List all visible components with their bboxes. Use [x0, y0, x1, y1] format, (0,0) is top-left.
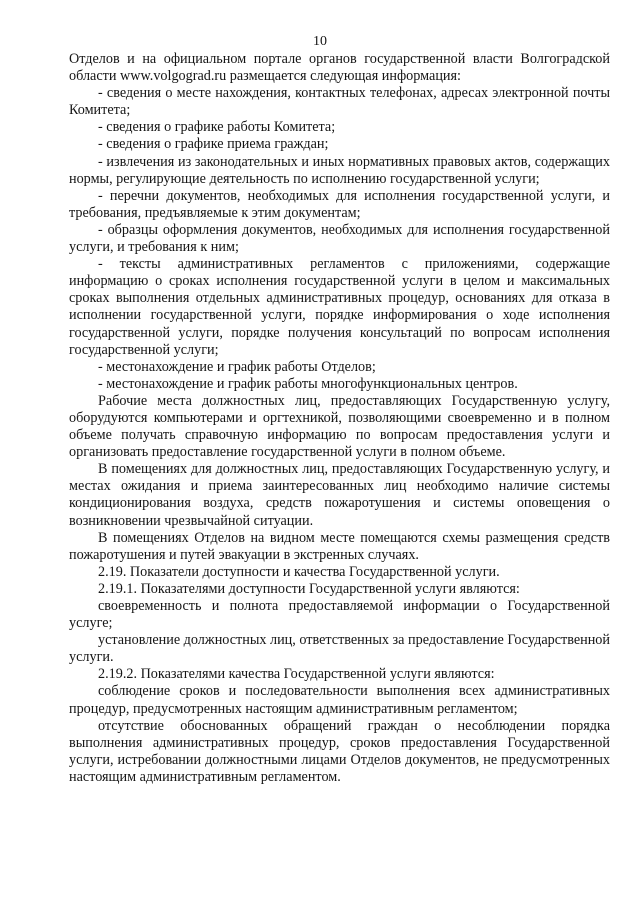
section-heading-2-19: 2.19. Показатели доступности и качества Государственной услуги. — [98, 563, 500, 580]
list-item-work-schedule: - сведения о графике работы Комитета; — [98, 119, 336, 136]
paragraph-evacuation-schemes: В помещениях Отделов на видном месте помещаются схемы размещения средств пожаротушения и путей эвакуации в экстренных случаях. — [69, 529, 610, 563]
list-item-document-samples: - образцы оформления документов, необходимых для исполнения государственной услуги, и требования к ним; — [69, 221, 610, 256]
list-item-regulation-texts: - тексты административных регламентов с приложениями, содержащие информацию о сроках исполнения государственной услуги в целом и максимальных сроках выполнения отдельных административных процедур, основаниях для отказа в исполнении государственной услуги, порядке информирования о ходе исполнения государственной услуги, порядке получения консультаций по вопросам исполнения государственной услуги; — [69, 256, 610, 358]
paragraph-workplaces: Рабочие места должностных лиц, предоставляющих Государственную услугу, оборудуются компьютерами и оргтехникой, позволяющими своевременно и в полном объеме получать справочную информацию по вопросам предоставления услуги и организовать предоставление государственной услуги в полном объеме. — [69, 392, 610, 461]
paragraph-continuation: Отделов и на официальном портале органов государственной власти Волгоградской области www.volgograd.ru размещается следующая информация: — [69, 51, 610, 85]
paragraph-deadlines-compliance: соблюдение сроков и последовательности выполнения всех административных процедур, предусмотренных настоящим административным регламентом; — [69, 683, 610, 717]
section-heading-2-19-2: 2.19.2. Показателями качества Государственной услуги являются: — [98, 666, 495, 683]
paragraph-timeliness: своевременность и полнота предоставляемой информации о Государственной услуге; — [69, 598, 610, 632]
document-body — [69, 51, 610, 786]
list-item-document-lists: - перечни документов, необходимых для исполнения государственной услуги, и требования, предъявляемые к этим документам; — [69, 187, 610, 221]
list-item-reception-schedule: - сведения о графике приема граждан; — [98, 136, 329, 153]
list-item-mfc-location: - местонахождение и график работы многофункциональных центров. — [98, 375, 518, 392]
paragraph-no-complaints: отсутствие обоснованных обращений граждан о несоблюдении порядка выполнения административных процедур, сроков предоставления Государственной услуги, истребовании должностными лицами Отделов документов, не предусмотренных настоящим административным регламентом. — [69, 717, 610, 785]
list-item-departments-location: - местонахождение и график работы Отделов; — [98, 358, 376, 375]
list-item-legal-extracts: - извлечения из законодательных и иных нормативных правовых актов, содержащих нормы, регулирующие деятельность по исполнению государственной услуги; — [69, 153, 610, 187]
page-number: 10 — [313, 34, 327, 49]
list-item-contacts: - сведения о месте нахождения, контактных телефонах, адресах электронной почты Комитета; — [69, 85, 610, 119]
paragraph-premises: В помещениях для должностных лиц, предоставляющих Государственную услугу, и местах ожидания и приема заинтересованных лиц необходимо наличие системы кондиционирования воздуха, средств пожаротушения и системы оповещения о возникновении чрезвычайной ситуации. — [69, 461, 610, 529]
section-heading-2-19-1: 2.19.1. Показателями доступности Государственной услуги являются: — [98, 580, 520, 597]
paragraph-responsible-persons: установление должностных лиц, ответственных за предоставление Государственной услуги. — [69, 632, 610, 666]
